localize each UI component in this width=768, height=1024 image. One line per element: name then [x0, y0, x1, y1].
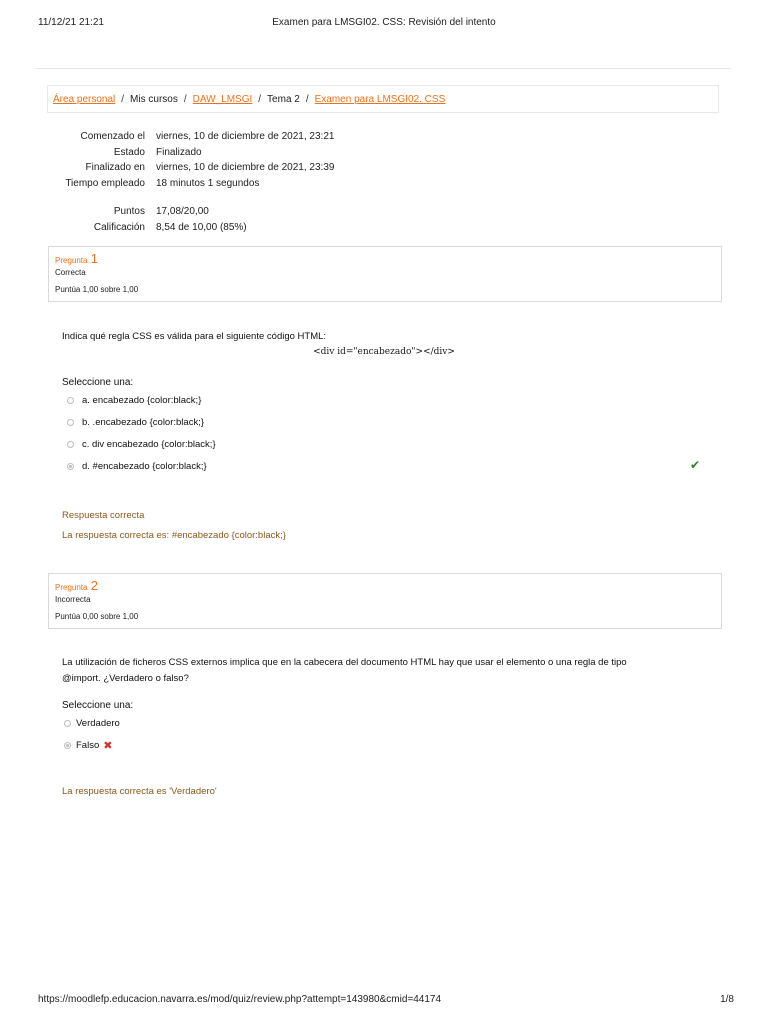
option-label: b. .encabezado {color:black;} [82, 417, 205, 428]
right-answer-text: La respuesta correcta es: #encabezado {color:black;} [62, 530, 286, 541]
breadcrumb-separator: / [258, 93, 262, 105]
answer-option-a[interactable] [67, 395, 201, 406]
summary-value: 18 minutos 1 segundos [156, 178, 260, 189]
question-number-value: 1 [90, 251, 98, 266]
option-label: a. encabezado {color:black;} [82, 395, 202, 406]
question-number [55, 251, 98, 266]
summary-value: viernes, 10 de diciembre de 2021, 23:39 [156, 162, 335, 173]
breadcrumb-separator: / [305, 93, 309, 105]
summary-value: 17,08/20,00 [156, 206, 209, 217]
summary-value: 8,54 de 10,00 (85%) [156, 222, 247, 233]
radio-button[interactable] [64, 720, 71, 727]
option-label: c. div encabezado {color:black;} [82, 439, 216, 450]
option-label: Verdadero [76, 718, 120, 729]
radio-button[interactable] [67, 397, 74, 404]
question-text-line: @import. ¿Verdadero o falso? [62, 673, 189, 684]
question-state: Incorrecta [55, 595, 91, 604]
question-number [55, 578, 98, 593]
summary-label: Finalizado en [85, 162, 145, 173]
question-label: Pregunta [55, 583, 88, 592]
summary-value: viernes, 10 de diciembre de 2021, 23:21 [156, 131, 335, 142]
summary-label: Tiempo empleado [65, 178, 145, 189]
radio-button[interactable] [67, 419, 74, 426]
print-footer [0, 994, 768, 1008]
select-prompt: Seleccione una: [62, 377, 134, 388]
question-text-line: La utilización de ficheros CSS externos implica que en la cabecera del documento HTML hay que usar el elemento o una regla de tipo [62, 657, 627, 668]
right-answer-text: La respuesta correcta es 'Verdadero' [62, 786, 217, 797]
question-number-value: 2 [90, 578, 98, 593]
question-info-1 [48, 246, 722, 302]
summary-label: Calificación [93, 222, 145, 233]
question-text [62, 655, 627, 687]
summary-value: Finalizado [156, 147, 202, 158]
print-title: Examen para LMSGI02. CSS: Revisión del intento [272, 17, 496, 28]
summary-label: Comenzado el [80, 131, 145, 142]
radio-button-selected[interactable] [67, 463, 74, 470]
divider [36, 68, 731, 69]
answer-option-verdadero[interactable] [64, 718, 120, 729]
question-grade: Puntúa 0,00 sobre 1,00 [55, 612, 139, 621]
question-label: Pregunta [55, 256, 88, 265]
summary-label: Estado [113, 147, 145, 158]
radio-button[interactable] [67, 441, 74, 448]
breadcrumb-mis-cursos: Mis cursos [130, 93, 178, 105]
print-date: 11/12/21 21:21 [38, 17, 104, 28]
answer-option-b[interactable] [67, 417, 204, 428]
breadcrumb-tema: Tema 2 [267, 93, 300, 105]
cross-icon: ✖ [103, 740, 113, 752]
question-info-2 [48, 573, 722, 629]
select-prompt: Seleccione una: [62, 700, 134, 711]
summary-label: Puntos [113, 206, 145, 217]
question-state: Correcta [55, 268, 86, 277]
answer-option-c[interactable] [67, 439, 216, 450]
breadcrumb [47, 85, 719, 113]
check-icon: ✔ [690, 458, 701, 472]
page-number: 1/8 [720, 994, 734, 1005]
feedback-text: Respuesta correcta [62, 510, 145, 521]
breadcrumb-area-personal[interactable]: Área personal [53, 93, 116, 105]
code-snippet: <div id="encabezado"></div> [313, 347, 455, 357]
question-text: Indica qué regla CSS es válida para el siguiente código HTML: [62, 331, 327, 342]
answer-option-d[interactable] [67, 461, 207, 472]
radio-button-selected[interactable] [64, 742, 71, 749]
option-label: d. #encabezado {color:black;} [82, 461, 207, 472]
option-label: Falso [76, 740, 100, 751]
print-header [0, 17, 768, 31]
breadcrumb-quiz[interactable]: Examen para LMSGI02. CSS [314, 93, 446, 105]
answer-option-falso[interactable] [64, 739, 112, 752]
page-url: https://moodlefp.educacion.navarra.es/mod/quiz/review.php?attempt=143980&cmid=44174 [38, 994, 442, 1005]
breadcrumb-course[interactable]: DAW_LMSGI [192, 93, 253, 105]
question-grade: Puntúa 1,00 sobre 1,00 [55, 285, 139, 294]
breadcrumb-separator: / [121, 93, 125, 105]
breadcrumb-separator: / [183, 93, 187, 105]
